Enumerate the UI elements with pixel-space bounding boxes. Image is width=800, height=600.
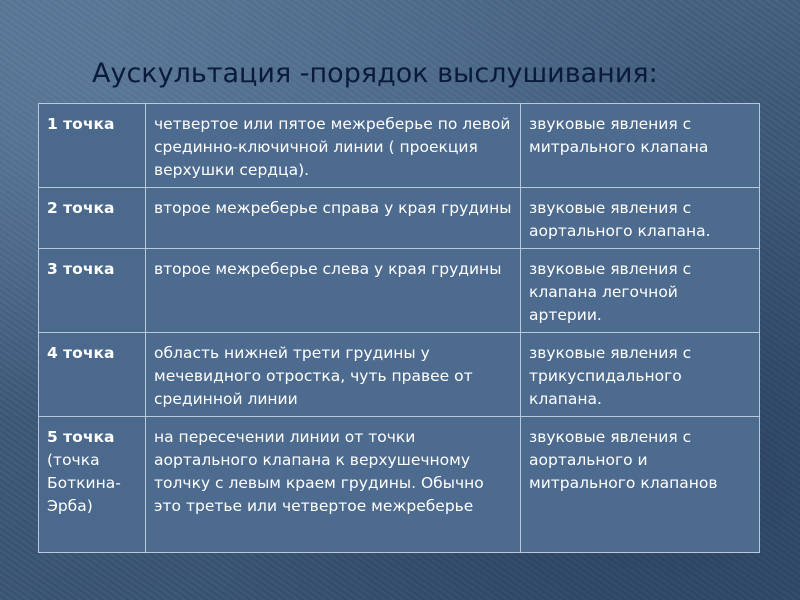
table-row [39,417,760,553]
location-cell: область нижней трети грудины у мечевидного отростка, чуть правее от срединной линии [146,333,521,417]
point-label: 3 точка [47,260,115,278]
location-cell: четвертое или пятое межреберье по левой срединно-ключичной линии ( проекция верхушки сердца). [146,104,521,188]
slide-title: Аускультация -порядок выслушивания: [92,58,658,89]
point-label: 5 точка [47,428,115,446]
table-row [39,104,760,188]
sound-cell: звуковые явления с трикуспидального клапана. [521,333,760,417]
point-cell [39,333,146,417]
point-cell [39,249,146,333]
point-label: 4 точка [47,344,115,362]
point-label: 2 точка [47,199,115,217]
point-label: 1 точка [47,115,115,133]
location-cell: на пересечении линии от точки аортального клапана к верхушечному толчку с левым краем грудины. Обычно это третье или четвертое межреберье [146,417,521,553]
auscultation-table [38,103,760,553]
sound-cell: звуковые явления с аортального клапана. [521,188,760,249]
point-cell [39,104,146,188]
point-cell [39,188,146,249]
table-row [39,249,760,333]
location-cell: второе межреберье слева у края грудины [146,249,521,333]
sound-cell: звуковые явления с клапана легочной артерии. [521,249,760,333]
point-cell [39,417,146,553]
location-cell: второе межреберье справа у края грудины [146,188,521,249]
sound-cell: звуковые явления с митрального клапана [521,104,760,188]
table-row [39,188,760,249]
table-row [39,333,760,417]
sound-cell: звуковые явления с аортального и митрального клапанов [521,417,760,553]
point-sublabel: (точка Боткина-Эрба) [47,451,121,515]
